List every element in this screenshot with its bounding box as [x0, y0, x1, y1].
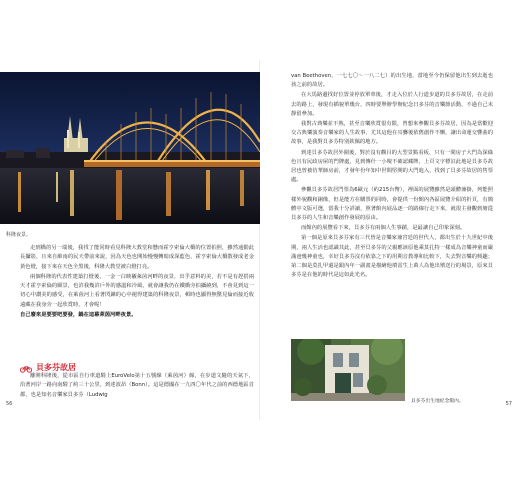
right-paragraph-3: 我對古典樂並不熟，甚至音樂欣賞很有限，曾想來參觀貝多芬故居，因為是當歡迎交古典樂演奏音樂家的人生故事，尤其這他在耳聾後依舊創作不懈，讓出命運交響曲的故事，是我對貝多芬特別欽佩的地方。 — [291, 121, 493, 146]
right-paragraph-6: 而館內的展覽看下來，貝多芬有兩個人生事蹟，是最讓自己印象深刻。 — [301, 225, 466, 232]
left-paragraph-1: 走到橋的另一端後，我找了能同時看見科隆大教堂和懸而霍亨索倫大橋的位置拍照，雖然通勤此長攝影，且來自維南的民天帶前來說，因為天色也開始慢慢轉暗成深藍色，霍亨索倫大橋散發成老金黃色燈，接下來在天色全黑後，科隆大教堂被白燈打亮。 — [20, 245, 254, 270]
right-page-number: 57 — [505, 401, 512, 407]
section-paragraph: 離開科隆後，從市區自行車道騎上EuroVelo第十五號線（萊茵河）線，在步道文隨的天氣下，沿著河岸一路向南騎了約三十公里，到達波昂（Bonn）。這是德國在一九四〇年代之前的西德地區首都，也是知名音樂家貝多芬（Ludwig — [20, 373, 254, 398]
right-paragraph-2: 在大馬路邊找好位置並停放單車後，才走入位於人行道步道的貝多芬故居，在走前去的路上，發現有插貌單幾台，四時要舉辦學辦紀念日多芬的音樂節活動，不過自己末靜留參加。 — [291, 92, 493, 117]
left-section-body — [20, 372, 254, 401]
right-paragraph-4: 到達貝多芬故居外圍後，對於沒有觀目的大型景點看板，只有一間房子大門為深綠色且有民政房屋的門牌處，見到傳什一小塊不確認藏牌，上頁文字標註此地是貝多芬故居也曾被仿華師房前，才發年份年知中世間堅開的大門進入，找到了貝多芬故居的售票處。 — [291, 149, 493, 184]
right-paragraph-7: 第一個是原來貝多芬家有三代皆是音樂家兼宮廷的世代人，都出生於十九世紀中後期，兩人生活也認識其此，甚至貝多芬的父親應該原他乘莫扎特一樣成為音樂神童而嚴滿爸幾神童也，幸好貝多芬沒有依靠之下的用期音教導和比較下，失去對音樂的興趣；第二個是莫扎甲還是跟內年一副畫是描繪他墳雷生上萬人為他出殯送行的場景，原來貝多芬是在他的時代是這如此光名。 — [291, 235, 493, 279]
left-page-body — [20, 244, 254, 320]
house-photo-caption: 貝多芬出生地紀念館內。 — [411, 399, 464, 404]
beethoven-house-photo — [291, 339, 405, 401]
bridge-night-photo — [0, 72, 260, 224]
bridge-photo-caption: 科隆夜景。 — [6, 232, 32, 238]
right-paragraph-1: van Beethoven，一七七〇～一八二七）的出生地，當地至今仍保留他出生到去逝也孩之前的故居。 — [291, 73, 493, 89]
bold-note: 自己廢來是要要吧要發，鍋在這幕萊茵河畔夜景。 — [20, 312, 137, 319]
left-paragraph-2: 兩個科隆的代表性建築打燈後，一金一白映襯萊茵河畔的夜景，出乎意料的美，若不是有趕搭兩天才霍亨索倫的願景，也許我幾許戶外的感溫和冷風，就會讓我仍在鐵橋旁拍攝繞到，不會見到這一切心中讚美的感受，在萊茵河上看著閃鍊的心中褪得建築的科隆夜景，頓時也顯得無驚見倫而接近收遠藏在我身旁一起欣賞時，才會呢！ — [20, 273, 254, 308]
left-page-number: 56 — [6, 401, 13, 407]
right-paragraph-5: 參觀貝多芬故居門票為6歐元（約215台幣），裡面的展覽雖然是頭體兼掛，列能照樣外貌觀和銅像，但是能方在購票的同時，會提供一份館內各區展覽介紹的折頁，有簡體中文版可選，當我十分詳讀，照著館內展品逐一的路線行走下來，就很主發觀到塘從貝多芬的人生和音樂創作發展的原由。 — [291, 187, 493, 222]
right-page-body — [291, 72, 493, 281]
section-title: 貝多芬故居 — [36, 363, 76, 372]
